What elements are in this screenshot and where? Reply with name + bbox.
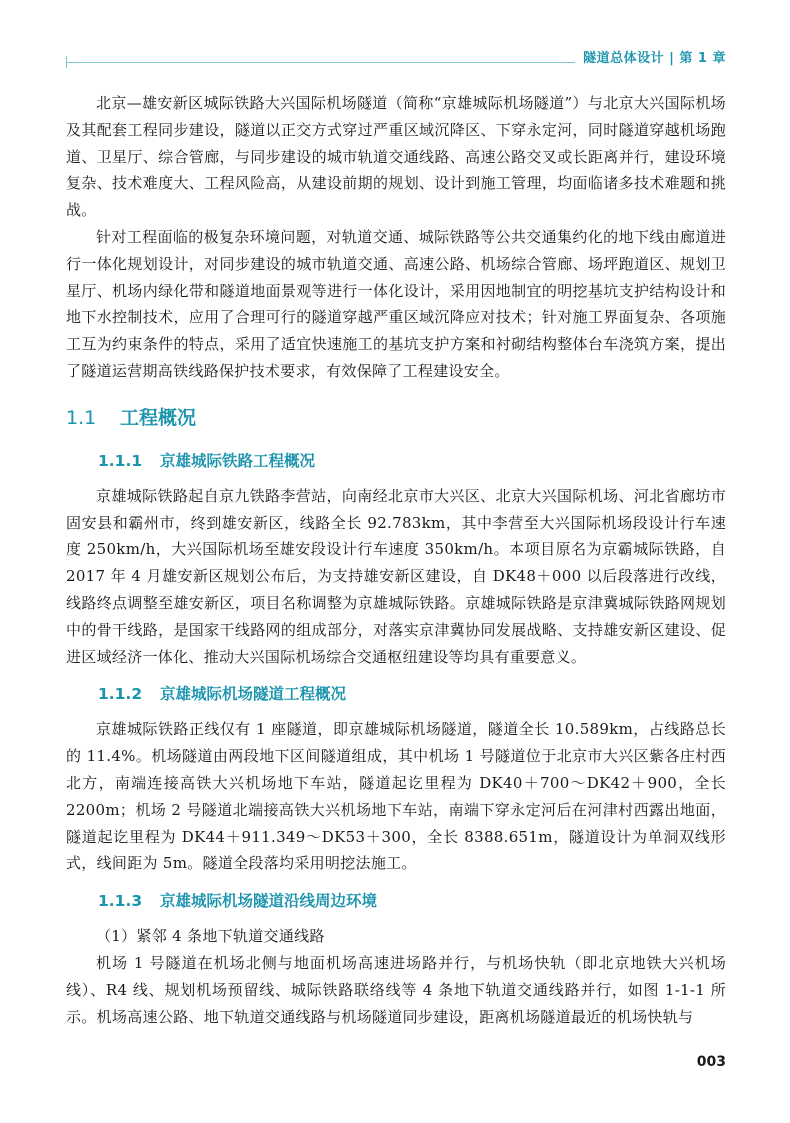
subsection-title: 京雄城际机场隧道工程概况 — [160, 685, 347, 704]
running-title: 隧道总体设计 | 第 1 章 — [575, 47, 726, 66]
subsection-number: 1.1.2 — [98, 685, 143, 704]
intro-paragraph-1: 北京—雄安新区城际铁路大兴国际机场隧道（简称“京雄城际机场隧道”）与北京大兴国际机场及其配套工程同步建设，隧道以正交方式穿过严重区域沉降区、下穿永定河，同时隧道穿越机场跑道、卫星厅、综合管廊，与同步建设的城市轨道交通线路、高速公路交叉或长距离并行，建设环境复杂、技术难度大、工程风险高，从建设前期的规划、设计到施工管理，均面临诸多技术难题和挑战。 — [66, 94, 726, 220]
running-header — [0, 0, 790, 80]
subsection-title: 京雄城际铁路工程概况 — [160, 451, 316, 470]
subsection-heading-1-1-3 — [66, 887, 726, 915]
page-content — [66, 90, 726, 1030]
item-heading-1: （1）紧邻 4 条地下轨道交通线路 — [96, 927, 325, 946]
subsection-number: 1.1.1 — [98, 451, 143, 470]
page-number: 003 — [696, 1054, 726, 1070]
section-title: 工程概况 — [120, 406, 197, 429]
section-number: 1.1 — [66, 406, 97, 429]
section-heading-1-1 — [66, 403, 726, 433]
subsection-1-1-1-paragraph-1: 京雄城际铁路起自京九铁路李营站，向南经北京市大兴区、北京大兴国际机场、河北省廊坊市固安县和霸州市，终到雄安新区，线路全长 92.783km，其中李营至大兴国际机场段设计行车速度 250km/h，大兴国际机场至雄安段设计行车速度 350km/h。本项目原名为京霸城际铁路，自 2017 年 4 月雄安新区规划公布后，为支持雄安新区建设，自 DK48＋000 以后段落进行改线，线路终点调整至雄安新区，项目名称调整为京雄城际铁路。京雄城际铁路是京津冀城际铁路网规划中的骨干线路，是国家干线路网的组成部分，对落实京津冀协同发展战略、支持雄安新区建设、促进区域经济一体化、推动大兴国际机场综合交通枢纽建设等均具有重要意义。 — [66, 486, 726, 666]
subsection-title: 京雄城际机场隧道沿线周边环境 — [160, 892, 378, 911]
subsection-heading-1-1-2 — [66, 680, 726, 708]
subsection-1-1-3-paragraph-1: 机场 1 号隧道在机场北侧与地面机场高速进场路并行，与机场快轨（即北京地铁大兴机场线）、R4 线、规划机场预留线、城际铁路联络线等 4 条地下轨道交通线路并行，如图 1-1-1 所示。机场高速公路、地下轨道交通线路与机场隧道同步建设，距离机场隧道最近的机场快轨与 — [66, 953, 726, 1026]
intro-paragraph-2: 针对工程面临的极复杂环境问题，对轨道交通、城际铁路等公共交通集约化的地下线由廊道进行一体化规划设计，对同步建设的城市轨道交通、高速公路、机场综合管廊、场坪跑道区、规划卫星厅、机场内绿化带和隧道地面景观等进行一体化设计，采用因地制宜的明挖基坑支护结构设计和地下水控制技术，应用了合理可行的隧道穿越严重区域沉降应对技术；针对施工界面复杂、各项施工互为约束条件的特点，采用了适宜快速施工的基坑支护方案和衬砌结构整体台车浇筑方案，提出了隧道运营期高铁线路保护技术要求，有效保障了工程建设安全。 — [66, 227, 726, 380]
subsection-number: 1.1.3 — [98, 892, 143, 911]
subsection-1-1-2-paragraph-1: 京雄城际铁路正线仅有 1 座隧道，即京雄城际机场隧道，隧道全长 10.589km，占线路总长的 11.4%。机场隧道由两段地下区间隧道组成，其中机场 1 号隧道位于北京市大兴区紫各庄村西北方，南端连接高铁大兴机场地下车站，隧道起讫里程为 DK40＋700～DK42＋900，全长 2200m；机场 2 号隧道北端接高铁大兴机场地下车站，南端下穿永定河后在河津村西露出地面，隧道起讫里程为 DK44＋911.349～DK53＋300，全长 8388.651m，隧道设计为单洞双线形式，线间距为 5m。隧道全段落均采用明挖法施工。 — [66, 720, 726, 873]
subsection-heading-1-1-1 — [66, 447, 726, 475]
